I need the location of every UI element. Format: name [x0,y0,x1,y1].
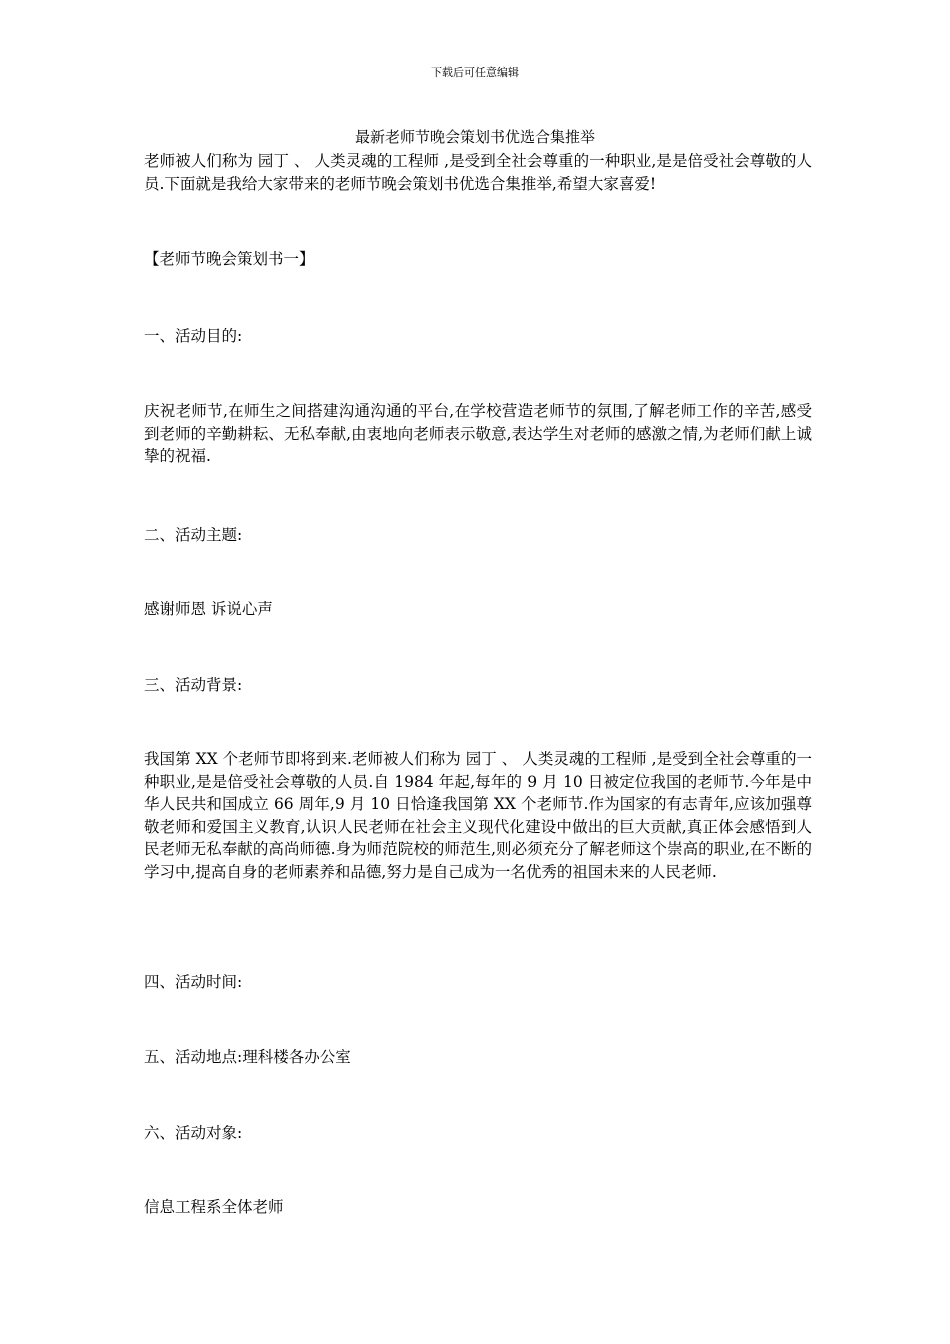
location-heading: 五、活动地点:理科楼各办公室 [144,1048,351,1066]
audience-paragraph: 信息工程系全体老师 [144,1198,284,1216]
purpose-paragraph: 庆祝老师节,在师生之间搭建沟通沟通的平台,在学校营造老师节的氛围,了解老师工作的辛苦,感受到老师的辛勤耕耘、无私奉献,由衷地向老师表示敬意,表达学生对老师的感激之情,为老师们献上诚挚的祝福. [144,402,812,465]
section-heading: 【老师节晚会策划书一】 [144,250,315,268]
document-title: 最新老师节晚会策划书优选合集推举 [354,128,595,146]
time-heading: 四、活动时间: [144,973,243,991]
theme-paragraph: 感谢师恩 诉说心声 [144,600,273,618]
theme-heading: 二、活动主题: [144,526,243,544]
purpose-heading: 一、活动目的: [144,327,243,345]
background-heading: 三、活动背景: [144,676,243,694]
audience-heading: 六、活动对象: [144,1124,243,1142]
intro-paragraph: 老师被人们称为 园丁 、 人类灵魂的工程师 ,是受到全社会尊重的一种职业,是是倍受社会尊敬的人员.下面就是我给大家带来的老师节晚会策划书优选合集推举,希望大家喜爱! [144,152,812,193]
page-header-note: 下载后可任意编辑 [431,66,519,79]
background-paragraph: 我国第 XX 个老师节即将到来.老师被人们称为 园丁 、 人类灵魂的工程师 ,是受到全社会尊重的一种职业,是是倍受社会尊敬的人员.自 1984 年起,每年的 9 月 10 日被定位我国的老师节.今年是中华人民共和国成立 66 周年,9 月 10 日恰逢我国第 XX 个老师节.作为国家的有志青年,应该加强尊敬老师和爱国主义教育,认识人民老师在社会主义现代化建设中做出的巨大贡献,真正体会感悟到人民老师无私奉献的高尚师德.身为师范院校的师范生,则必须充分了解老师这个崇高的职业,在不断的学习中,提高自身的老师素养和品德,努力是自己成为一名优秀的祖国未来的人民老师. [144,750,812,881]
